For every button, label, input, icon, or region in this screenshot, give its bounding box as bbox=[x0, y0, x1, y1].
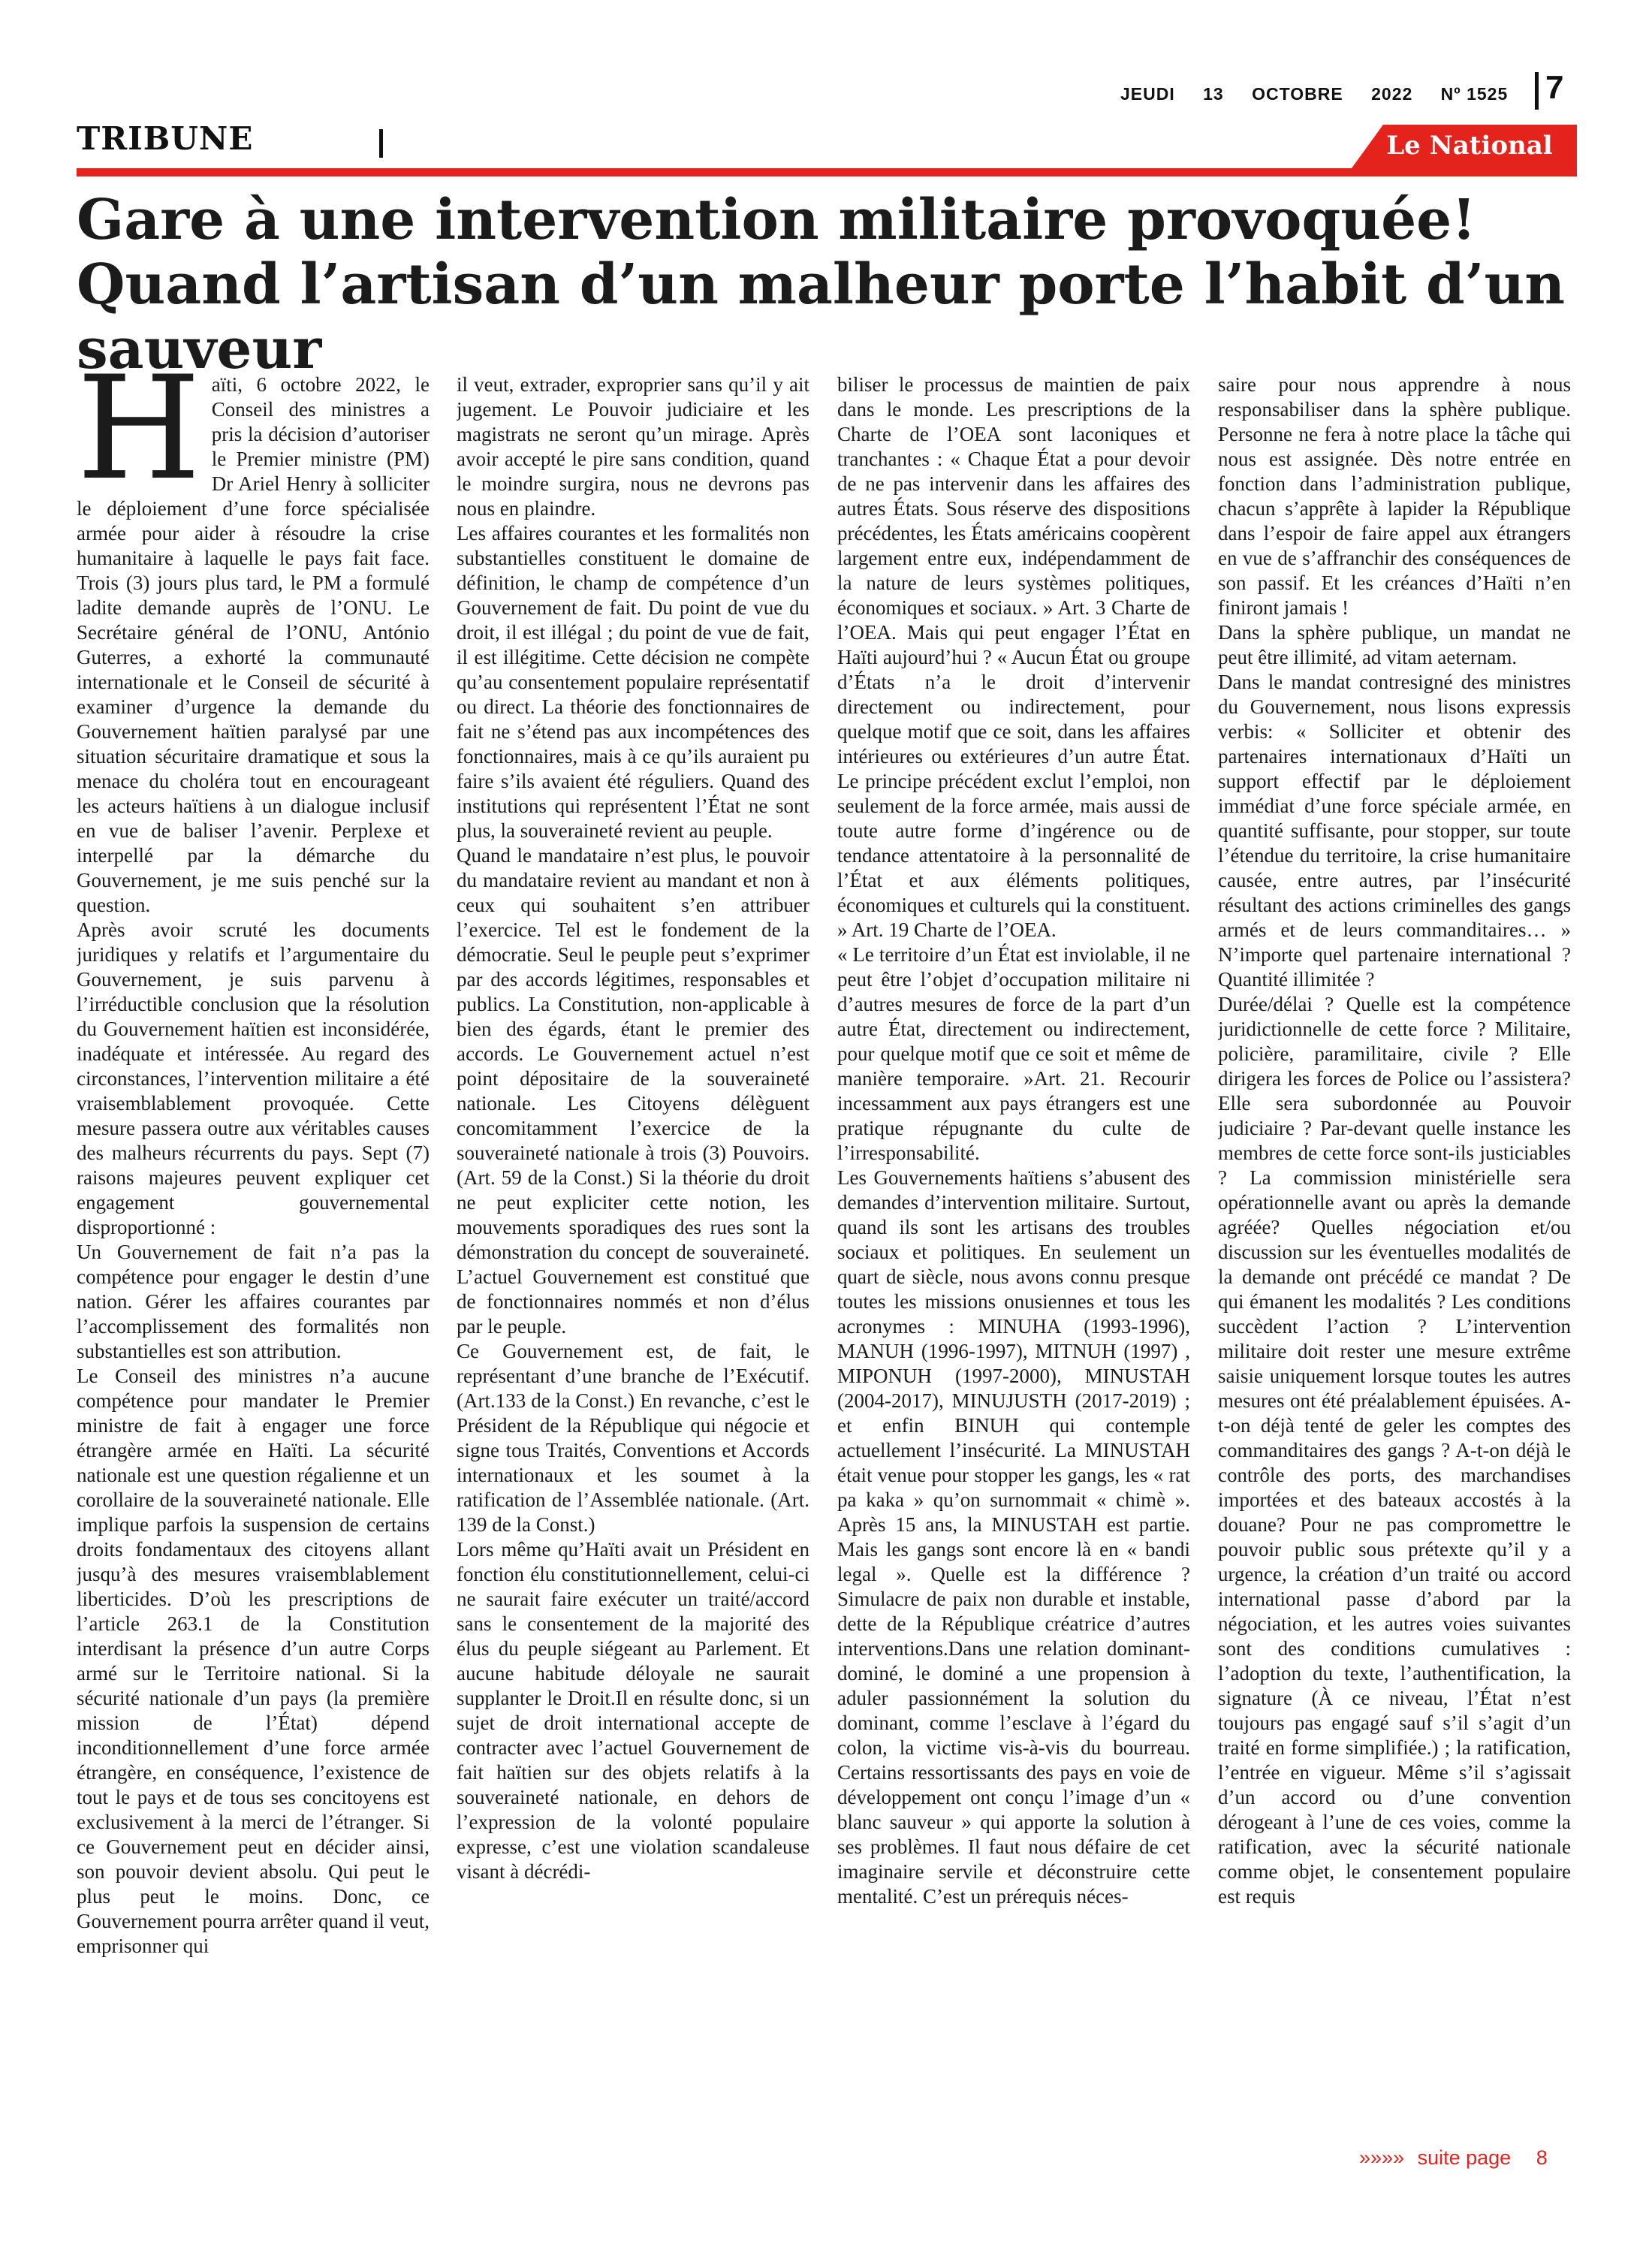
paragraph: Lors même qu’Haïti avait un Président en fonction élu constitutionnellement, celui-ci ne saurait faire exécuter un traité/accord sans le consentement de la majorité des élus du peuple siégeant au Parlement. Et aucune habitude déloyale ne saurait supplanter le Droit.Il en résulte donc, si un sujet de droit international accepte de contracter avec l’actuel Gouvernement de fait haïtien sur des objets relatifs à la souveraineté nationale, en dehors de l’expression de la volonté populaire expresse, c’est une violation scandaleuse visant à décrédi- bbox=[457, 1538, 809, 1883]
page-number-divider bbox=[1535, 72, 1539, 110]
issue-number: Nº 1525 bbox=[1440, 84, 1509, 104]
header-rule bbox=[77, 168, 1577, 176]
paragraph: Ce Gouvernement est, de fait, le représentant d’une branche de l’Exécutif. (Art.133 de la Const.) En revanche, c’est le Président de la République qui négocie et signe tous Traités, Conventions et Accords internationaux et les soumet à la ratification de l’Assemblée nationale. (Art. 139 de la Const.) bbox=[457, 1340, 809, 1536]
continued-link[interactable] bbox=[1359, 2146, 1548, 2170]
article-headline: Gare à une intervention militaire provoquée! Quand l’artisan d’un malheur porte l’habit d’un sauveur bbox=[77, 188, 1566, 382]
issue-meta bbox=[1120, 84, 1530, 104]
paragraph: Un Gouvernement de fait n’a pas la compétence pour engager le destin d’une nation. Gérer les affaires courantes par l’accomplissement des formalités non substantielles est son attribution. bbox=[77, 1241, 430, 1362]
paragraph: saire pour nous apprendre à nous responsabiliser dans la sphère publique. Personne ne fera à notre place la tâche qui nous est assignée. Dès notre entrée en fonction dans l’administration publique, chacun s’apprête à lapider la République dans l’espoir de faire appel aux étrangers en vue de s’affranchir des conséquences de son passif. Et les créances d’Haïti n’en finiront jamais ! bbox=[1218, 373, 1571, 619]
issue-day: JEUDI bbox=[1120, 84, 1175, 104]
issue-month: OCTOBRE bbox=[1252, 84, 1343, 104]
continued-label: suite page bbox=[1417, 2146, 1512, 2169]
paragraph: Le Conseil des ministres n’a aucune compétence pour mandater le Premier ministre de fait à engager une force étrangère armée en Haïti. La sécurité nationale est une question régalienne et un corollaire de la souveraineté nationale. Elle implique parfois la suspension de certains droits fondamentaux des citoyens allant jusqu’à des mesures vraisemblablement liberticides. D’où les prescriptions de l’article 263.1 de la Constitution interdisant la présence d’un autre Corps armé sur le Territoire national. Si la sécurité nationale d’un pays (la première mission de l’État) dépend inconditionnellement d’une force armée étrangère, en conséquence, l’existence de tout le pays et de tous ses concitoyens est exclusivement à la merci de l’étranger. Si ce Gouvernement peut en décider ainsi, son pouvoir devient absolu. Qui peut le plus peut le moins. Donc, ce Gouvernement pourra arrêter quand il veut, emprisonner qui bbox=[77, 1365, 430, 1957]
paragraph: Durée/délai ? Quelle est la compétence juridictionnelle de cette force ? Militaire, policière, paramilitaire, civile ? Elle dirigera les forces de Police ou l’assistera? Elle sera subordonnée au Pouvoir judiciaire ? Par-devant quelle instance les membres de cette force sont-ils justiciables ? La commission ministérielle sera opérationnelle avant ou après la demande agréée? Quelles négociation et/ou discussion sur les éventuelles modalités de la demande ont précédé ce mandat ? De qui émanent les modalités ? Les conditions succèdent l’action ? L’intervention militaire doit rester une mesure extrême saisie uniquement lorsque toutes les autres mesures ont été préalablement épuisées. A-t-on déjà tenté de geler les comptes des commanditaires des gangs ? A-t-on déjà le contrôle des ports, des marchandises importées et des bateaux accostés à la douane? Pour ne pas compromettre le pouvoir public sous prétexte qu’il y a urgence, la création d’un traité ou accord international passe d’abord par la négociation, et les autres voies suivantes sont des conditions cumulatives : l’adoption du texte, l’authentification, la signature (À ce niveau, l’État n’est toujours pas engagé sauf s’il s’agit d’un traité en forme simplifiée.) ; la ratification, l’entrée en vigueur. Même s’il s’agissait d’un accord ou d’une convention dérogeant à l’une de ces voies, comme la ratification, avec la sécurité nationale comme objet, le consentement populaire est requis bbox=[1218, 993, 1571, 1908]
paragraph: Dans le mandat contresigné des ministres du Gouvernement, nous lisons expressis verbis: « Solliciter et obtenir des partenaires internationaux d’Haïti un support effectif par le déploiement immédiat d’une force spéciale armée, en quantité suffisante, pour stopper, sur toute l’étendue du territoire, la crise humanitaire causée, entre autres, par l’insécurité résultant des actions criminelles des gangs armés et de leurs commanditaires… » N’importe quel partenaire international ? Quantité illimitée ? bbox=[1218, 671, 1571, 991]
paper-name: Le National bbox=[1386, 131, 1553, 161]
article-column-3 bbox=[837, 372, 1190, 2092]
paragraph: biliser le processus de maintien de paix dans le monde. Les prescriptions de la Charte de l’OEA sont laconiques et tranchantes : « Chaque État a pour devoir de ne pas intervenir dans les affaires des autres États. Sous réserve des dispositions précédentes, les États américains coopèrent largement entre eux, indépendamment de la nature de leurs systèmes politiques, économiques et sociaux. » Art. 3 Charte de l’OEA. Mais qui peut engager l’État en Haïti aujourd’hui ? « Aucun État ou groupe d’États n’a le droit d’intervenir directement ou indirectement, pour quelque motif que ce soit, dans les affaires intérieures ou extérieures d’un autre État. Le principe précédent exclut l’emploi, non seulement de la force armée, mais aussi de toute autre forme d’ingérence ou de tendance attentatoire à la personnalité de l’État et aux éléments politiques, économiques et culturels qui la constituent. » Art. 19 Charte de l’OEA. bbox=[837, 373, 1190, 941]
article-column-2 bbox=[457, 372, 809, 2092]
section-divider bbox=[379, 129, 383, 158]
paragraph: Après avoir scruté les documents juridiques y relatifs et l’argumentaire du Gouvernement, je suis parvenu à l’irréductible conclusion que la résolution du Gouvernement haïtien est inconsidérée, inadéquate et intéressée. Au regard des circonstances, l’intervention militaire a été vraisemblablement provoquée. Cette mesure passera outre aux véritables causes des malheurs récurrents du pays. Sept (7) raisons majeures peuvent expliquer cet engagement gouvernemental disproportionné : bbox=[77, 918, 430, 1238]
article-column-4 bbox=[1218, 372, 1571, 2092]
paragraph: aïti, 6 octobre 2022, le Conseil des ministres a pris la décision d’autoriser le Premier ministre (PM) Dr Ariel Henry à solliciter le déploiement d’une force spécialisée armée pour aider à résoudre la crise humanitaire à laquelle le pays fait face. Trois (3) jours plus tard, le PM a formulé ladite demande auprès de l’ONU. Le Secrétaire général de l’ONU, António Guterres, a exhorté la communauté internationale et le Conseil de sécurité à examiner d’urgence la demande du Gouvernement haïtien paralysé par une situation sécuritaire dramatique et sous la menace du choléra tout en encourageant les acteurs haïtiens à un dialogue inclusif en vue de baliser l’avenir. Perplexe et interpellé par la démarche du Gouvernement, je me suis penché sur la question. bbox=[77, 373, 430, 916]
page-number: 7 bbox=[1545, 69, 1564, 106]
article-column-1 bbox=[77, 372, 430, 2092]
paragraph: Les Gouvernements haïtiens s’abusent des demandes d’intervention militaire. Surtout, quand ils sont les artisans des troubles sociaux et politiques. En seulement un quart de siècle, nous avons connu presque toutes les missions onusiennes et tous les acronymes : MINUHA (1993-1996), MANUH (1996-1997), MITNUH (1997) , MIPONUH (1997-2000), MINUSTAH (2004-2017), MINUJUSTH (2017-2019) ; et enfin BINUH qui contemple actuellement l’insécurité. La MINUSTAH était venue pour stopper les gangs, les « rat pa kaka » qu’on surnommait « chimè ». Après 15 ans, la MINUSTAH est partie. Mais les gangs sont encore là en « bandi legal ». Quelle est la différence ? Simulacre de paix non durable et instable, dette de la République créatrice d’autres interventions.Dans une relation dominant-dominé, le dominé a une propension à aduler passionnément la solution du dominant, comme l’esclave à l’égard du colon, la victime vis-à-vis du bourreau. Certains ressortissants des pays en voie de développement ont conçu l’image d’un « blanc sauveur » qui apporte la solution à ses problèmes. Il faut nous défaire de cet imaginaire servile et déconstruire cette mentalité. C’est un prérequis néces- bbox=[837, 1166, 1190, 1908]
section-title: TRIBUNE bbox=[77, 120, 254, 157]
issue-year: 2022 bbox=[1371, 84, 1413, 104]
continued-page-number: 8 bbox=[1536, 2146, 1548, 2169]
paragraph: Les affaires courantes et les formalités non substantielles constituent le domaine de définition, le champ de compétence d’un Gouvernement de fait. Du point de vue du droit, il est illégal ; du point de vue de fait, il est illégitime. Cette décision ne compète qu’au consentement populaire représentatif ou direct. La théorie des fonctionnaires de fait ne s’étend pas aux incompétences des fonctionnaires, mais à ce qu’ils auraient pu faire s’ils avaient été réguliers. Quand des institutions qui représentent l’État ne sont plus, la souveraineté revient au peuple. bbox=[457, 522, 809, 842]
drop-cap: H bbox=[77, 372, 201, 511]
continue-arrows-icon: »»»» bbox=[1359, 2146, 1405, 2169]
paragraph: Dans la sphère publique, un mandat ne peut être illimité, ad vitam aeternam. bbox=[1218, 621, 1571, 668]
paragraph: il veut, extrader, exproprier sans qu’il y ait jugement. Le Pouvoir judiciaire et les magistrats ne seront qu’un mirage. Après avoir accepté le pire sans condition, quand le moindre surgira, nous ne devrons pas nous en plaindre. bbox=[457, 373, 809, 520]
paragraph: « Le territoire d’un État est inviolable, il ne peut être l’objet d’occupation militaire ni d’autres mesures de force de la part d’un autre État, directement ou indirectement, pour quelque motif que ce soit et même de manière temporaire. »Art. 21. Recourir incessamment aux pays étrangers est une pratique répugnante du culte de l’irresponsabilité. bbox=[837, 943, 1190, 1164]
issue-date-num: 13 bbox=[1203, 84, 1224, 104]
paragraph: Quand le mandataire n’est plus, le pouvoir du mandataire revient au mandant et non à ceux qui souhaitent s’en attribuer l’exercice. Tel est le fondement de la démocratie. Seul le peuple peut s’exprimer par des accords légitimes, responsables et publics. La Constitution, non-applicable à bien des égards, étant le premier des accords. Le Gouvernement actuel n’est point dépositaire de la souveraineté nationale. Les Citoyens délèguent concomitamment l’exercice de la souveraineté nationale à trois (3) Pouvoirs. (Art. 59 de la Const.) Si la théorie du droit ne peut expliciter cette notion, les mouvements sporadiques des rues sont la démonstration du concept de souveraineté. L’actuel Gouvernement est constitué que de fonctionnaires nommés et non d’élus par le peuple. bbox=[457, 844, 809, 1338]
